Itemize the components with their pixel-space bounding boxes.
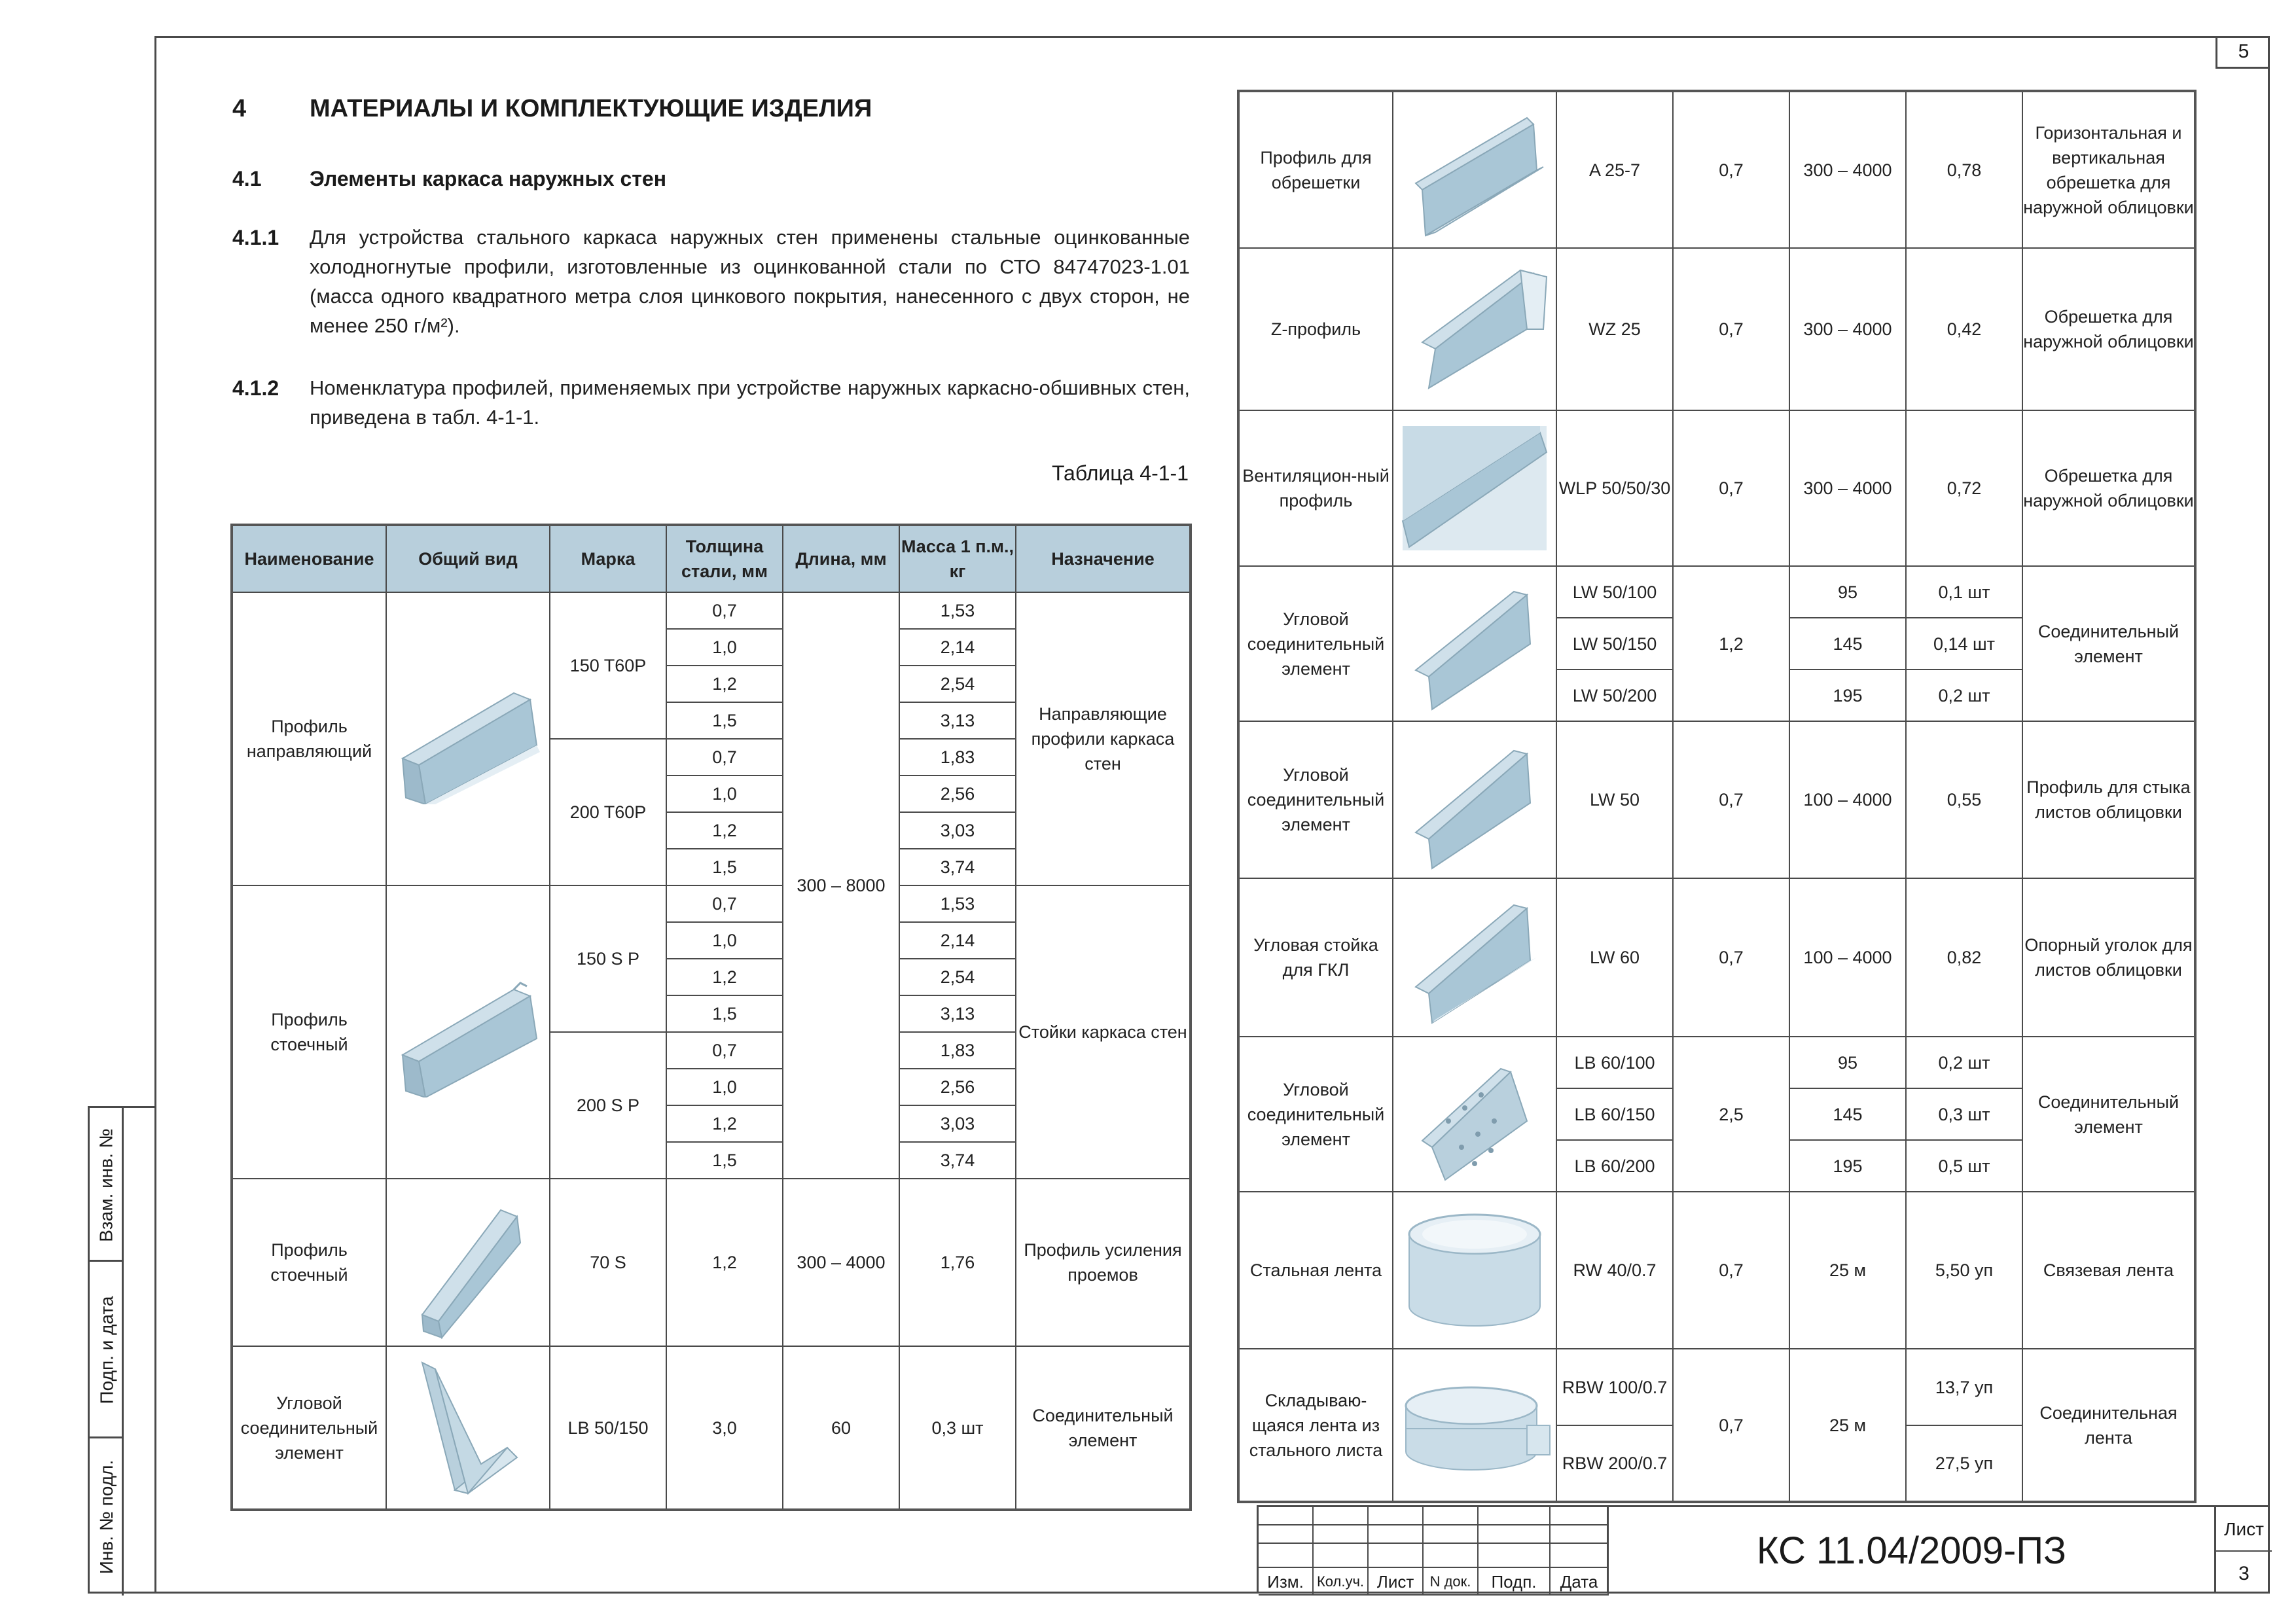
purpose-cell: Обрешетка для наружной облицовки (2022, 410, 2195, 566)
steel-tape-image (1393, 1192, 1556, 1349)
folding-tape-image (1393, 1349, 1556, 1502)
name-cell: Угловой соединительный элемент (232, 1346, 386, 1510)
side-stamp (88, 1106, 156, 1594)
mass-cell: 3,13 (899, 702, 1016, 739)
table-row (1238, 721, 2195, 878)
tb-cell (1551, 1507, 1609, 1525)
thickness-cell: 0,7 (1673, 1192, 1789, 1349)
tb-col-data: Дата (1551, 1568, 1609, 1596)
mass-cell: 0,2 шт (1906, 1037, 2022, 1088)
thickness-cell: 1,5 (666, 849, 783, 885)
mass-cell: 2,54 (899, 666, 1016, 702)
name-cell: Стальная лента (1238, 1192, 1393, 1349)
mass-cell: 2,54 (899, 959, 1016, 995)
tb-col-ndoc: N док. (1424, 1568, 1479, 1596)
length-cell: 25 м (1789, 1349, 1906, 1502)
corner-connector-image (386, 1346, 550, 1510)
purpose-cell: Связевая лента (2022, 1192, 2195, 1349)
mass-cell: 1,53 (899, 592, 1016, 629)
side-label-vzam: Взам. инв. № (96, 1128, 117, 1242)
purpose-cell: Горизонтальная и вертикальная обрешетка для наружной облицовки (2022, 91, 2195, 248)
mass-cell: 0,5 шт (1906, 1140, 2022, 1192)
mass-cell: 3,03 (899, 812, 1016, 849)
table-row (232, 885, 1191, 922)
length-cell: 195 (1789, 1140, 1906, 1192)
mass-cell: 3,13 (899, 995, 1016, 1032)
tb-cell (1479, 1544, 1551, 1568)
thickness-cell: 0,7 (1673, 1349, 1789, 1502)
mass-cell: 1,76 (899, 1179, 1016, 1346)
tb-cell (1551, 1525, 1609, 1544)
purpose-cell: Направляющие профили каркаса стен (1016, 592, 1191, 885)
length-cell: 100 – 4000 (1789, 878, 1906, 1037)
mark-cell: 200 T60P (550, 739, 666, 885)
mass-cell: 0,42 (1906, 248, 2022, 410)
tb-cell (1424, 1507, 1479, 1525)
title-block (1257, 1505, 2270, 1594)
thickness-cell: 1,2 (666, 959, 783, 995)
sheet-label: Лист (2216, 1507, 2272, 1552)
thickness-cell: 1,2 (666, 812, 783, 849)
tb-cell (1259, 1544, 1314, 1568)
mark-cell: LB 60/200 (1556, 1140, 1673, 1192)
length-cell: 95 (1789, 566, 1906, 618)
tb-cell (1369, 1507, 1424, 1525)
furring-profile-image (1393, 91, 1556, 248)
header-cell: Общий вид (386, 525, 550, 592)
page-number: 5 (2215, 36, 2270, 69)
tb-cell (1314, 1544, 1369, 1568)
mass-cell: 3,74 (899, 1142, 1016, 1179)
name-cell: Профиль стоечный (232, 1179, 386, 1346)
name-cell: Складываю-щаяся лента из стального листа (1238, 1349, 1393, 1502)
length-cell: 145 (1789, 618, 1906, 669)
thickness-cell: 1,0 (666, 629, 783, 666)
tb-cell (1369, 1544, 1424, 1568)
thickness-cell: 1,0 (666, 776, 783, 812)
name-cell: Угловая стойка для ГКЛ (1238, 878, 1393, 1037)
tb-cell (1369, 1525, 1424, 1544)
name-cell: Вентиляцион-ный профиль (1238, 410, 1393, 566)
tb-cell (1424, 1525, 1479, 1544)
length-cell: 300 – 4000 (1789, 410, 1906, 566)
table-header-row (232, 525, 1191, 592)
mass-cell: 5,50 уп (1906, 1192, 2022, 1349)
table-row (1238, 248, 2195, 410)
thickness-cell: 0,7 (1673, 878, 1789, 1037)
table-row (1238, 878, 2195, 1037)
perforated-angle-image (1393, 1037, 1556, 1192)
mark-cell: LB 50/150 (550, 1346, 666, 1510)
tb-col-podp: Подп. (1479, 1568, 1551, 1596)
thickness-cell: 0,7 (1673, 721, 1789, 878)
mass-cell: 3,74 (899, 849, 1016, 885)
thickness-cell: 0,7 (1673, 248, 1789, 410)
table-row (232, 592, 1191, 629)
length-cell: 300 – 4000 (1789, 248, 1906, 410)
table-row (1238, 410, 2195, 566)
tb-col-list: Лист (1369, 1568, 1424, 1596)
profiles-table-continued (1237, 90, 2197, 1503)
table-row (232, 1179, 1191, 1346)
mass-cell: 2,14 (899, 629, 1016, 666)
length-cell: 195 (1789, 669, 1906, 721)
ventilation-profile-image (1393, 410, 1556, 566)
mass-cell: 0,2 шт (1906, 669, 2022, 721)
mark-cell: RBW 100/0.7 (1556, 1349, 1673, 1425)
purpose-cell: Соединительный элемент (2022, 1037, 2195, 1192)
mark-cell: RW 40/0.7 (1556, 1192, 1673, 1349)
mark-cell: 70 S (550, 1179, 666, 1346)
mark-cell: RBW 200/0.7 (1556, 1425, 1673, 1502)
mark-cell: LW 50 (1556, 721, 1673, 878)
name-cell: Профиль стоечный (232, 885, 386, 1179)
thickness-cell: 0,7 (666, 592, 783, 629)
mass-cell: 1,83 (899, 1032, 1016, 1069)
thickness-cell: 2,5 (1673, 1037, 1789, 1192)
thickness-cell: 1,5 (666, 995, 783, 1032)
thickness-cell: 1,2 (1673, 566, 1789, 721)
subsection-title: Элементы каркаса наружных стен (310, 167, 667, 190)
mark-cell: WLP 50/50/30 (1556, 410, 1673, 566)
stud-profile-image (386, 885, 550, 1179)
angle-connector-image (1393, 566, 1556, 721)
tb-col-kol: Кол.уч. (1314, 1568, 1369, 1596)
thickness-cell: 0,7 (666, 885, 783, 922)
thickness-cell: 1,2 (666, 1105, 783, 1142)
header-cell: Масса 1 п.м., кг (899, 525, 1016, 592)
header-cell: Назначение (1016, 525, 1191, 592)
section-title: МАТЕРИАЛЫ И КОМПЛЕКТУЮЩИЕ ИЗДЕЛИЯ (310, 95, 872, 122)
title-block-grid (1257, 1505, 1607, 1594)
thickness-cell: 0,7 (1673, 410, 1789, 566)
length-cell: 300 – 4000 (1789, 91, 1906, 248)
table-row (1238, 1037, 2195, 1088)
name-cell: Профиль направляющий (232, 592, 386, 885)
mark-cell: LB 60/100 (1556, 1037, 1673, 1088)
tb-cell (1424, 1544, 1479, 1568)
name-cell: Профиль для обрешетки (1238, 91, 1393, 248)
purpose-cell: Обрешетка для наружной облицовки (2022, 248, 2195, 410)
mark-cell: WZ 25 (1556, 248, 1673, 410)
tb-cell (1551, 1544, 1609, 1568)
table-caption: Таблица 4-1-1 (1051, 461, 1189, 485)
mass-cell: 1,53 (899, 885, 1016, 922)
header-cell: Марка (550, 525, 666, 592)
table-row (232, 1346, 1191, 1510)
purpose-cell: Опорный уголок для листов облицовки (2022, 878, 2195, 1037)
mark-cell: LW 60 (1556, 878, 1673, 1037)
thickness-cell: 0,7 (666, 1032, 783, 1069)
mass-cell: 0,3 шт (1906, 1088, 2022, 1140)
mark-cell: 150 T60P (550, 592, 666, 739)
name-cell: Угловой соединительный элемент (1238, 1037, 1393, 1192)
guide-profile-image (386, 592, 550, 885)
table-row (1238, 566, 2195, 618)
thickness-cell: 0,7 (666, 739, 783, 776)
mass-cell: 0,78 (1906, 91, 2022, 248)
thickness-cell: 1,5 (666, 1142, 783, 1179)
thickness-cell: 1,0 (666, 922, 783, 959)
length-cell: 100 – 4000 (1789, 721, 1906, 878)
side-label-inv: Инв. № подл. (96, 1459, 117, 1575)
paragraph: Для устройства стального каркаса наружных стен применены стальные оцинкованные холодногнутые профили, изготовленные из оцинкованной стали по СТО 84747023-1.01 (масса одного квадратного метра слоя цинкового покрытия, нанесенного с двух сторон, не менее 250 г/м²). (310, 226, 1190, 337)
z-profile-image (1393, 248, 1556, 410)
purpose-cell: Профиль для стыка листов облицовки (2022, 721, 2195, 878)
name-cell: Z-профиль (1238, 248, 1393, 410)
name-cell: Угловой соединительный элемент (1238, 566, 1393, 721)
thickness-cell: 0,7 (1673, 91, 1789, 248)
mark-cell: LB 60/150 (1556, 1088, 1673, 1140)
para-number: 4.1.2 (232, 376, 279, 400)
thickness-cell: 1,0 (666, 1069, 783, 1105)
tb-cell (1479, 1507, 1551, 1525)
table-row (1238, 91, 2195, 248)
length-cell: 145 (1789, 1088, 1906, 1140)
thickness-cell: 1,2 (666, 666, 783, 702)
mass-cell: 0,3 шт (899, 1346, 1016, 1510)
mark-cell: LW 50/100 (1556, 566, 1673, 618)
tb-cell (1314, 1525, 1369, 1544)
mass-cell: 2,56 (899, 776, 1016, 812)
stud-profile-70-image (386, 1179, 550, 1346)
mark-cell: 200 S P (550, 1032, 666, 1179)
tb-cell (1479, 1525, 1551, 1544)
mass-cell: 0,55 (1906, 721, 2022, 878)
length-cell: 300 – 8000 (783, 592, 899, 1179)
mass-cell: 2,14 (899, 922, 1016, 959)
tb-cell (1259, 1507, 1314, 1525)
sheet-number: 3 (2238, 1563, 2250, 1584)
profiles-table (230, 524, 1192, 1511)
header-cell: Толщина стали, мм (666, 525, 783, 592)
sheet-box (2214, 1505, 2270, 1594)
thickness-cell: 1,2 (666, 1179, 783, 1346)
section-number: 4 (232, 95, 247, 122)
mass-cell: 0,1 шт (1906, 566, 2022, 618)
purpose-cell: Профиль усиления проемов (1016, 1179, 1191, 1346)
purpose-cell: Соединительный элемент (1016, 1346, 1191, 1510)
purpose-cell: Соединительный элемент (2022, 566, 2195, 721)
tb-cell (1259, 1525, 1314, 1544)
mass-cell: 0,14 шт (1906, 618, 2022, 669)
name-cell: Угловой соединительный элемент (1238, 721, 1393, 878)
table-row (1238, 1192, 2195, 1349)
paragraph: Номенклатура профилей, применяемых при устройстве наружных каркасно-обшивных стен, приведена в табл. 4-1-1. (310, 376, 1190, 429)
length-cell: 300 – 4000 (783, 1179, 899, 1346)
side-label-podp: Подп. и дата (96, 1296, 117, 1404)
purpose-cell: Стойки каркаса стен (1016, 885, 1191, 1179)
length-cell: 60 (783, 1346, 899, 1510)
mark-cell: 150 S P (550, 885, 666, 1032)
length-cell: 95 (1789, 1037, 1906, 1088)
document-code: КС 11.04/2009-ПЗ (1607, 1505, 2214, 1594)
mark-cell: LW 50/150 (1556, 618, 1673, 669)
table-row (1238, 1349, 2195, 1425)
mark-cell: LW 50/200 (1556, 669, 1673, 721)
mark-cell: A 25-7 (1556, 91, 1673, 248)
mass-cell: 1,83 (899, 739, 1016, 776)
mass-cell: 3,03 (899, 1105, 1016, 1142)
corner-stud-image (1393, 878, 1556, 1037)
thickness-cell: 3,0 (666, 1346, 783, 1510)
thickness-cell: 1,5 (666, 702, 783, 739)
mass-cell: 2,56 (899, 1069, 1016, 1105)
header-cell: Длина, мм (783, 525, 899, 592)
mass-cell: 27,5 уп (1906, 1425, 2022, 1502)
subsection-number: 4.1 (232, 167, 262, 190)
mass-cell: 13,7 уп (1906, 1349, 2022, 1425)
para-number: 4.1.1 (232, 226, 279, 249)
purpose-cell: Соединительная лента (2022, 1349, 2195, 1502)
tb-col-izm: Изм. (1259, 1568, 1314, 1596)
header-cell: Наименование (232, 525, 386, 592)
tb-cell (1314, 1507, 1369, 1525)
mass-cell: 0,82 (1906, 878, 2022, 1037)
joint-angle-image (1393, 721, 1556, 878)
length-cell: 25 м (1789, 1192, 1906, 1349)
mass-cell: 0,72 (1906, 410, 2022, 566)
